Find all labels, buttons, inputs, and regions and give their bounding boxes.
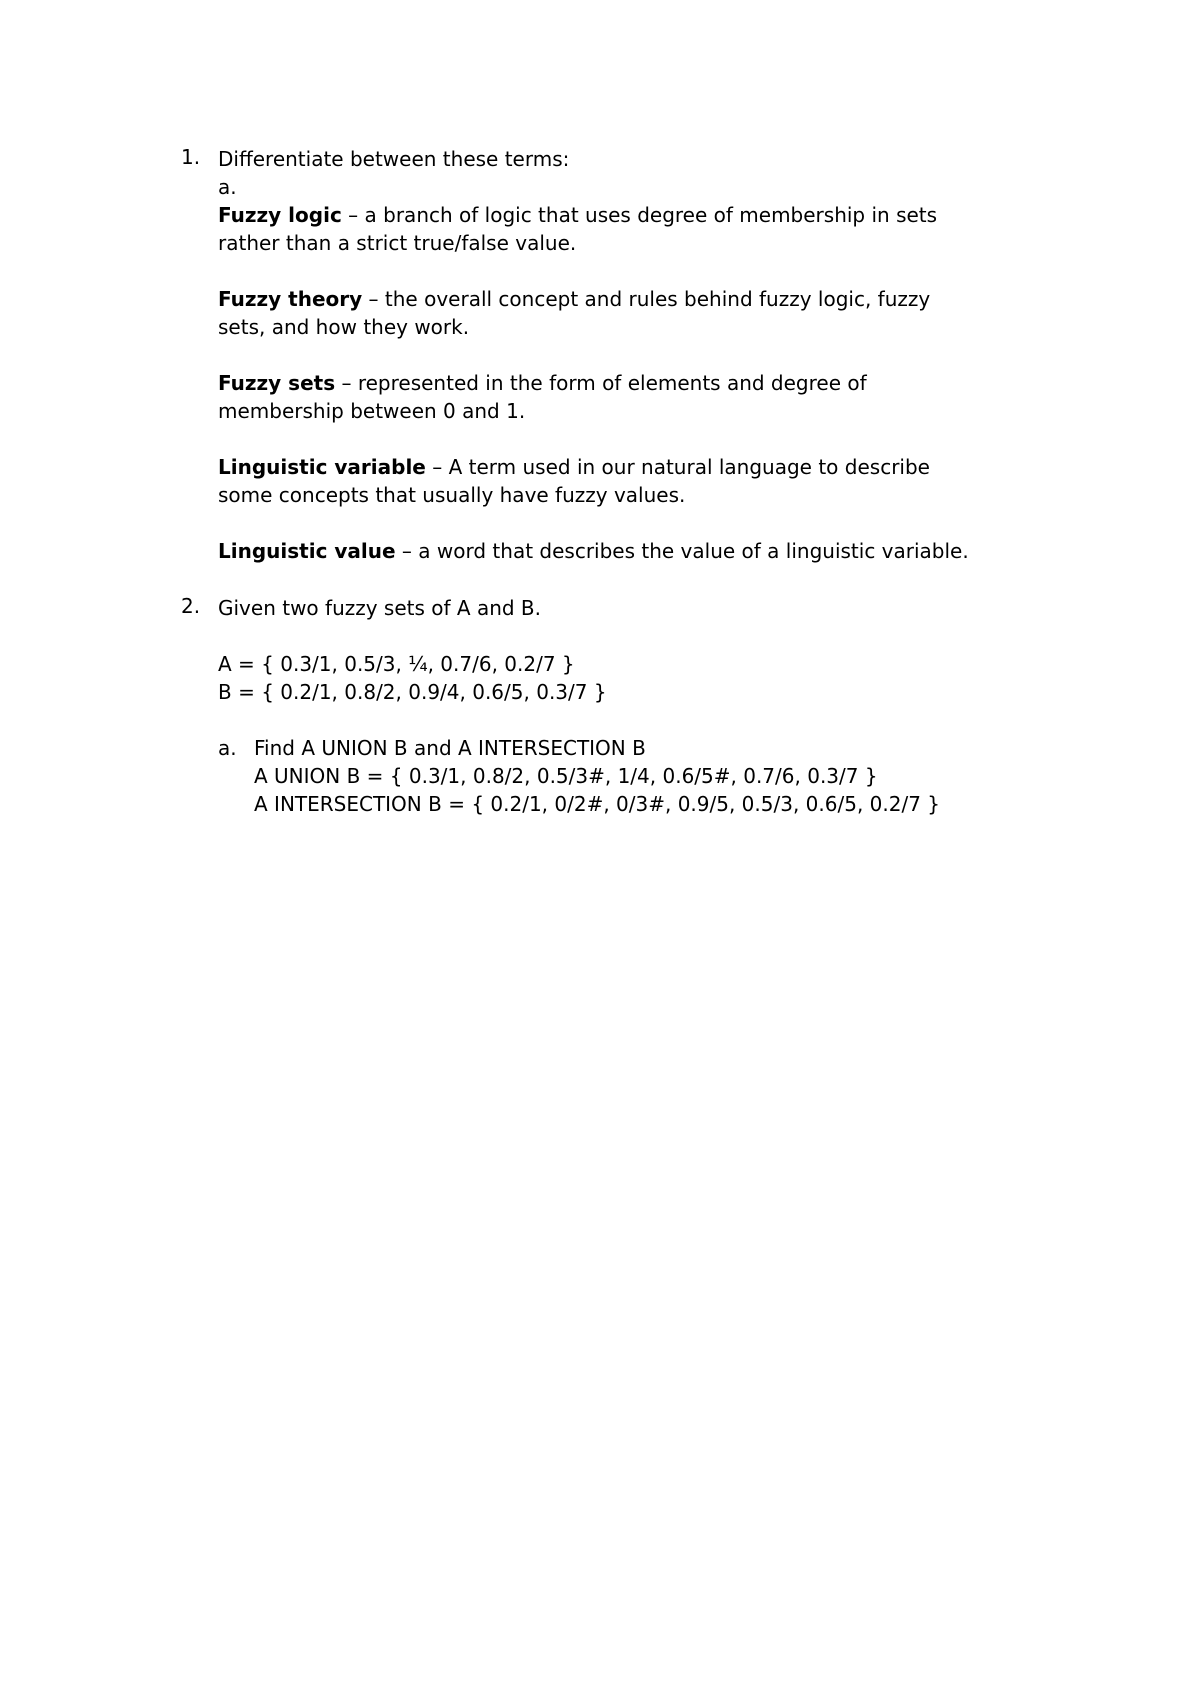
term-name: Fuzzy sets	[218, 371, 336, 395]
term-text: rather than a strict true/false value.	[218, 231, 577, 255]
term-definition	[218, 369, 1118, 425]
term-text: – a branch of logic that uses degree of membership in sets	[341, 203, 938, 227]
term-name: Linguistic variable	[218, 455, 426, 479]
question-2-body	[218, 594, 1118, 706]
term-text: sets, and how they work.	[218, 315, 470, 339]
question-2a-body	[254, 734, 940, 818]
term-definition	[218, 285, 1118, 341]
term-name: Fuzzy logic	[218, 203, 342, 227]
term-definition	[218, 537, 1118, 565]
question-2a-prompt: Find A UNION B and A INTERSECTION B	[254, 736, 646, 760]
question-2-number: 2.	[181, 594, 201, 618]
term-definition	[218, 453, 1118, 509]
union-result: A UNION B = { 0.3/1, 0.8/2, 0.5/3#, 1/4, 0.6/5#, 0.7/6, 0.3/7 }	[254, 764, 878, 788]
term-text: – the overall concept and rules behind fuzzy logic, fuzzy	[362, 287, 931, 311]
term-name: Fuzzy theory	[218, 287, 363, 311]
question-2-prompt: Given two fuzzy sets of A and B.	[218, 596, 542, 620]
term-text: membership between 0 and 1.	[218, 399, 526, 423]
term-text: – a word that describes the value of a linguistic variable.	[395, 539, 969, 563]
fuzzy-set-a: A = { 0.3/1, 0.5/3, ¼, 0.7/6, 0.2/7 }	[218, 652, 575, 676]
question-1-prompt: Differentiate between these terms:	[218, 147, 570, 171]
question-1-sub-label: a.	[218, 175, 237, 199]
term-definition	[218, 201, 1118, 257]
term-text: – represented in the form of elements and degree of	[335, 371, 867, 395]
term-text: some concepts that usually have fuzzy values.	[218, 483, 686, 507]
term-name: Linguistic value	[218, 539, 396, 563]
term-text: – A term used in our natural language to describe	[425, 455, 930, 479]
intersection-result: A INTERSECTION B = { 0.2/1, 0/2#, 0/3#, 0.9/5, 0.5/3, 0.6/5, 0.2/7 }	[254, 792, 941, 816]
question-1-body	[218, 145, 1118, 565]
question-1-number: 1.	[181, 145, 201, 169]
question-2a-label: a.	[218, 736, 237, 760]
fuzzy-set-b: B = { 0.2/1, 0.8/2, 0.9/4, 0.6/5, 0.3/7 }	[218, 680, 607, 704]
